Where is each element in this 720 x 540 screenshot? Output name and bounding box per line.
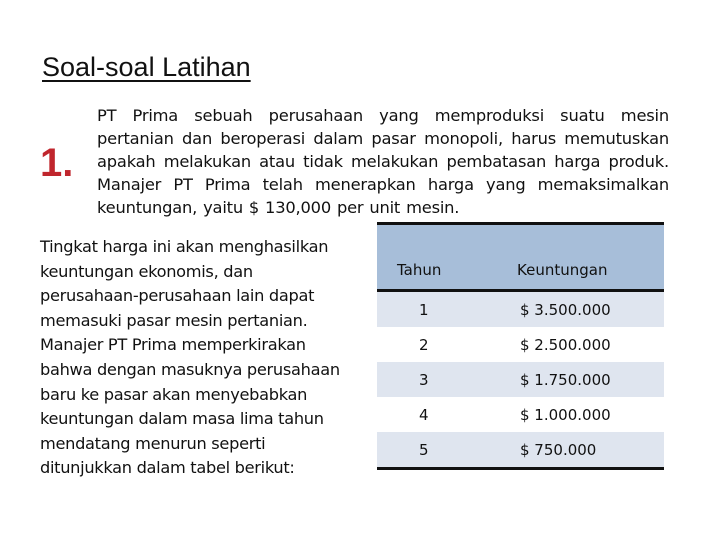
table-row [377,327,664,362]
year-cell: 2 [419,335,429,354]
table-row [377,362,664,397]
profit-cell: $ 1.000.000 [520,405,611,424]
description-paragraph: Tingkat harga ini akan menghasilkan keuntungan ekonomis, dan perusahaan-perusahaan lain dapat memasuki pasar mesin pertanian. Manajer PT Prima memperkirakan bahwa dengan masuknya perusahaan baru ke pasar akan menyebabkan keuntungan dalam masa lima tahun mendatang menurun seperti ditunjukkan dalam tabel berikut: [40,237,340,478]
slide-title: Soal-soal Latihan [42,52,251,82]
profit-table [377,222,664,470]
table-row [377,432,664,467]
header-profit: Keuntungan [517,261,608,279]
year-cell: 5 [419,440,429,459]
intro-paragraph: PT Prima sebuah perusahaan yang memproduksi suatu mesin pertanian dan beroperasi dalam pasar monopoli, harus memutuskan apakah melakukan atau tidak melakukan pembatasan harga produk. Manajer PT Prima telah menerapkan harga yang memaksimalkan keuntungan, yaitu $ 130,000 per unit mesin. [97,106,669,217]
table-header [377,225,664,292]
year-cell: 3 [419,370,429,389]
question-number: 1. [40,141,74,185]
profit-cell: $ 750.000 [520,440,597,459]
table-row [377,397,664,432]
profit-cell: $ 1.750.000 [520,370,611,389]
year-cell: 4 [419,405,429,424]
profit-cell: $ 2.500.000 [520,335,611,354]
table-row [377,292,664,327]
header-year: Tahun [397,261,442,279]
year-cell: 1 [419,300,429,319]
profit-cell: $ 3.500.000 [520,300,611,319]
